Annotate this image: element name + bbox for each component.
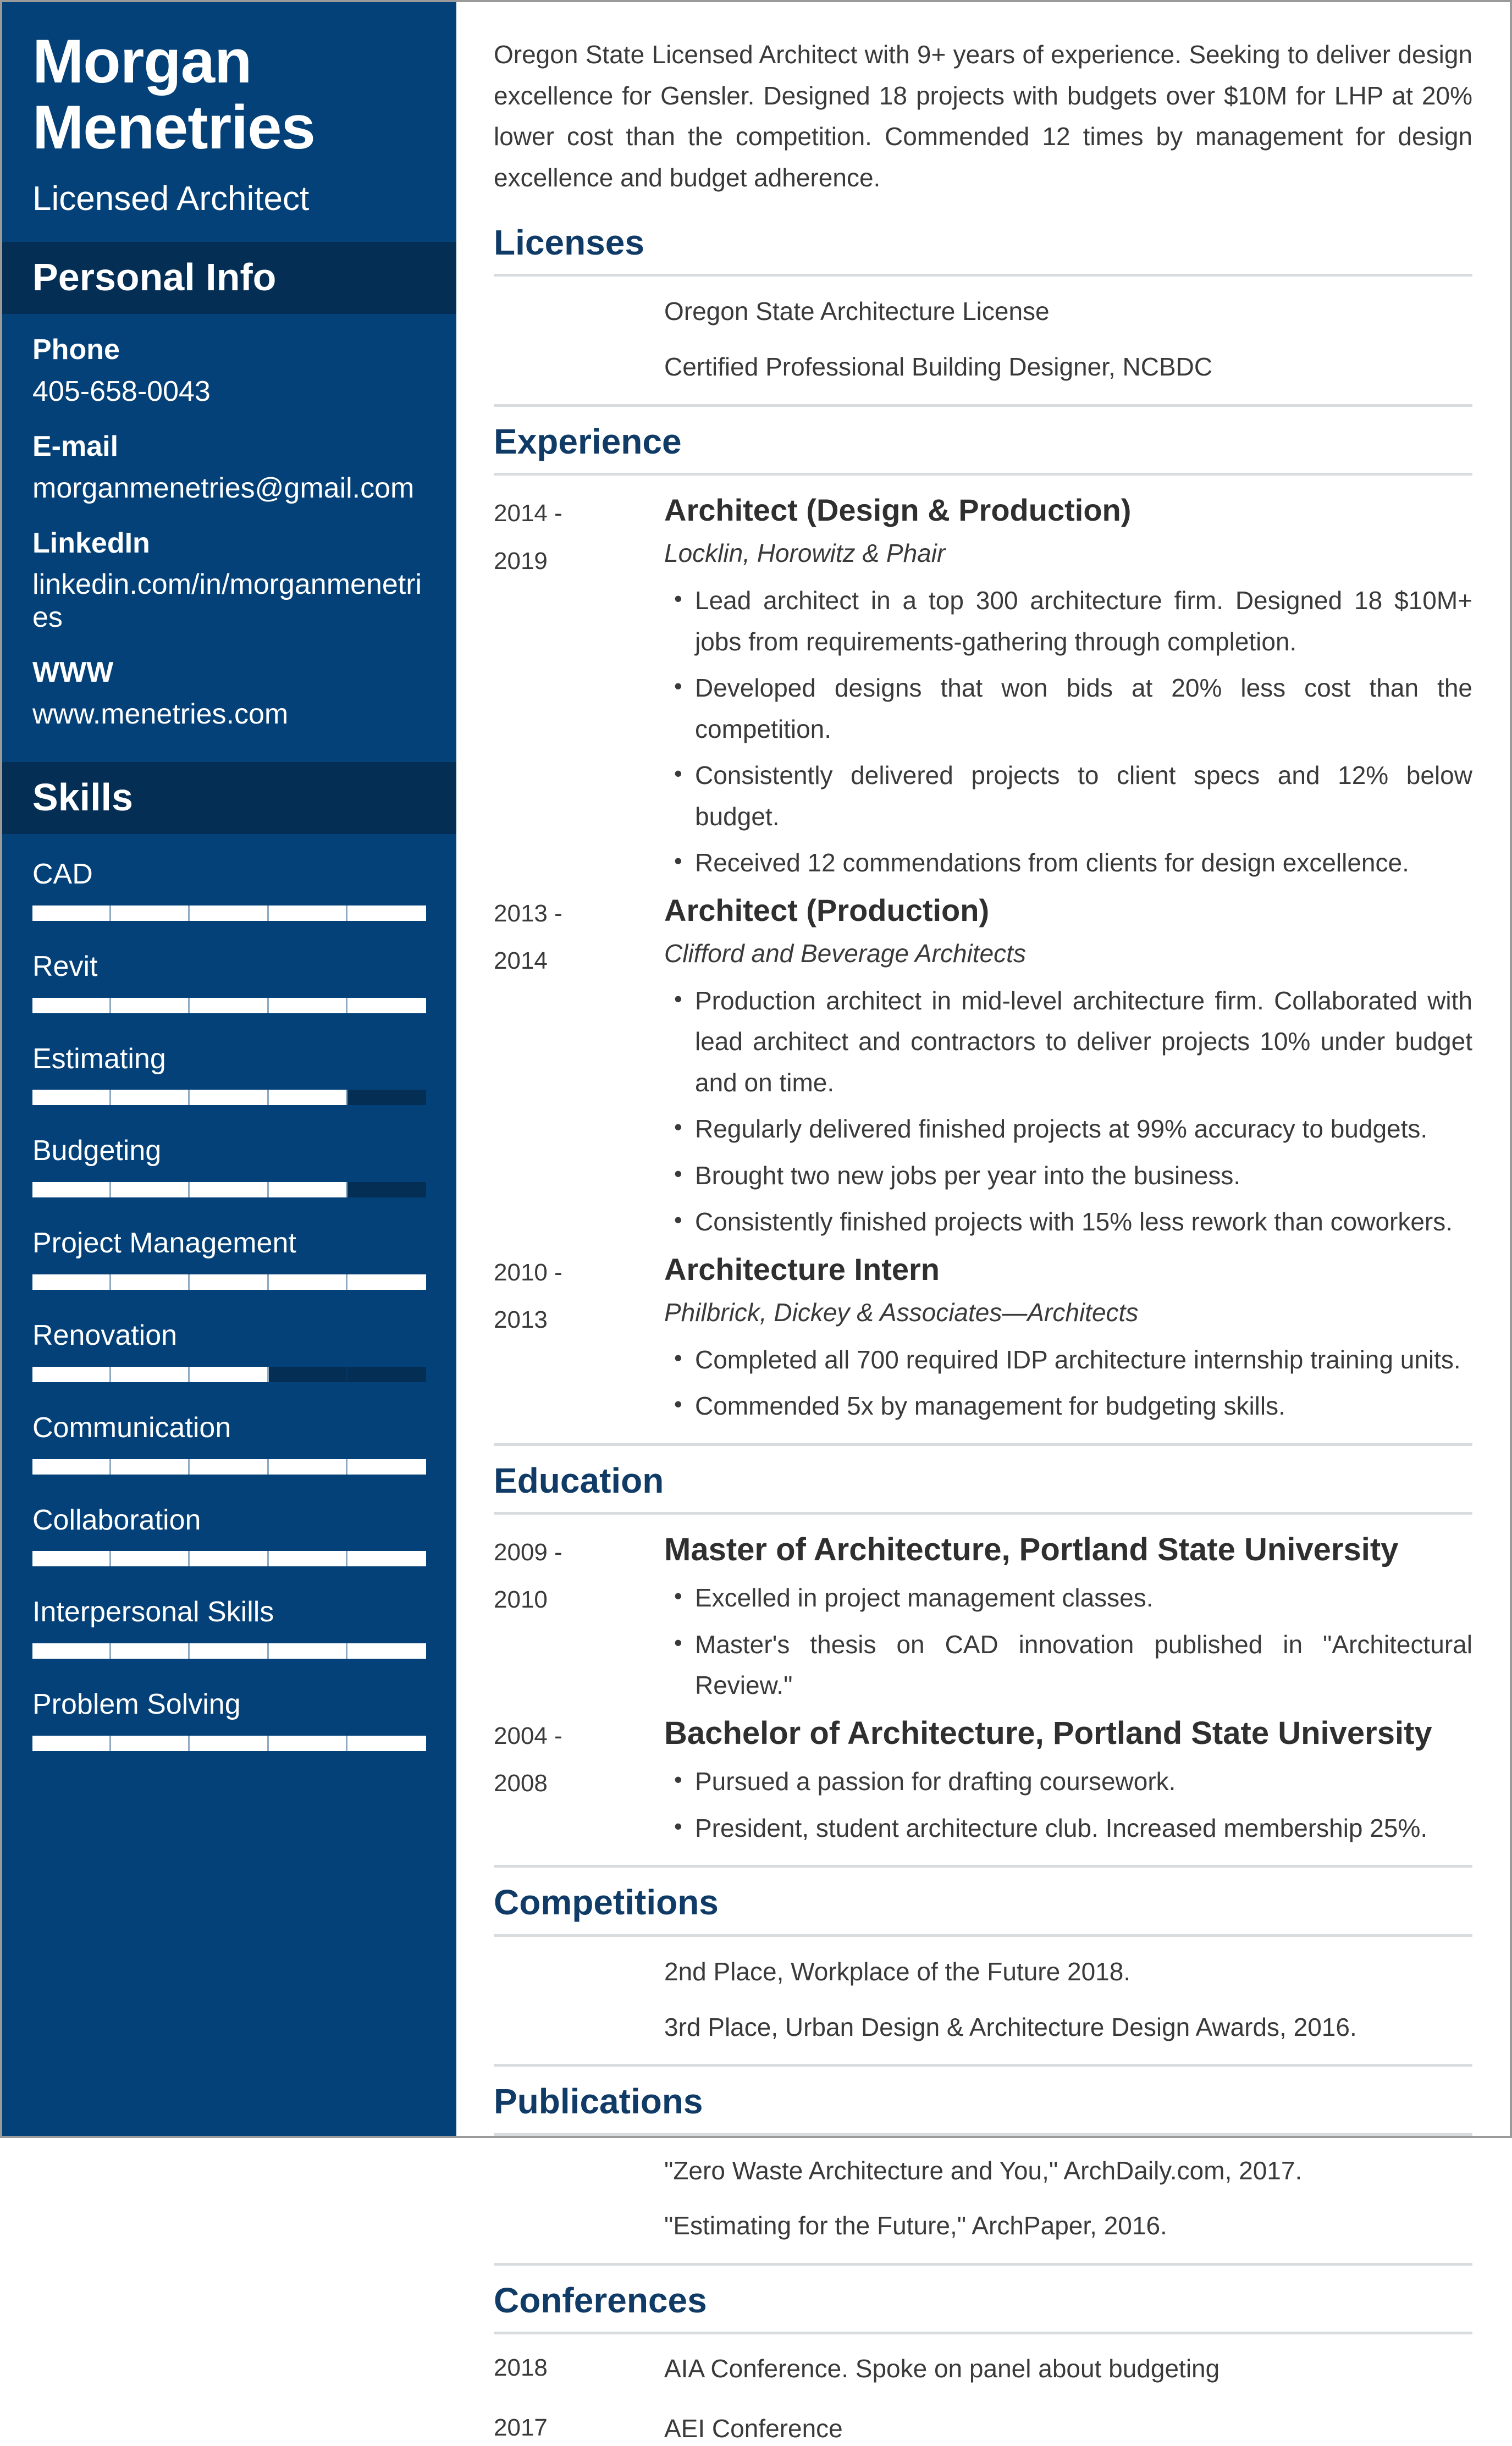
skill-level-bar bbox=[32, 1090, 426, 1105]
skill-label: Project Management bbox=[32, 1227, 296, 1260]
section-divider bbox=[494, 473, 1472, 476]
skill-segment bbox=[32, 1182, 111, 1197]
entry-title: Master of Architecture, Portland State University bbox=[664, 1531, 1399, 1567]
skill-segment bbox=[32, 1367, 111, 1382]
skill-segment bbox=[111, 1459, 190, 1475]
skill-segment bbox=[347, 1643, 426, 1659]
entry-date-start: 2004 - bbox=[494, 1722, 562, 1749]
bullet-item: • Completed all 700 required IDP architecture internship training units. bbox=[691, 1339, 1472, 1381]
section-divider bbox=[494, 274, 1472, 277]
bullet-item: • Master's thesis on CAD innovation published in "Architectural Review." bbox=[691, 1624, 1472, 1706]
entry-organization: Philbrick, Dickey & Associates—Architects bbox=[664, 1297, 1139, 1327]
skill-label: Problem Solving bbox=[32, 1688, 241, 1721]
license-text: Certified Professional Building Designer, NCBDC bbox=[664, 352, 1213, 382]
skill-segment bbox=[347, 998, 426, 1013]
entry-title: Architect (Production) bbox=[664, 892, 990, 927]
contact-label: WWW bbox=[32, 656, 114, 688]
skill-segment bbox=[347, 905, 426, 921]
section-divider bbox=[494, 2263, 1472, 2266]
skill-segment-ticks bbox=[32, 905, 426, 921]
skills-header bbox=[2, 762, 456, 835]
bullet-item: • Received 12 commendations from clients for design excellence. bbox=[691, 842, 1472, 884]
skill-segment bbox=[32, 1736, 111, 1751]
skill-segment bbox=[190, 1367, 268, 1382]
entry-organization: Locklin, Horowitz & Phair bbox=[664, 539, 946, 568]
license-text: Oregon State Architecture License bbox=[664, 297, 1050, 326]
skill-label: Interpersonal Skills bbox=[32, 1596, 274, 1628]
section-divider bbox=[494, 1934, 1472, 1937]
entry-bullets bbox=[664, 980, 1472, 1243]
skill-segment bbox=[347, 1736, 426, 1751]
license-row bbox=[494, 349, 1472, 385]
skill-label: Collaboration bbox=[32, 1504, 201, 1536]
skill-segment bbox=[32, 1090, 111, 1105]
skill-segment-ticks bbox=[32, 1367, 426, 1382]
contact-item-email bbox=[32, 430, 426, 505]
conference-year: 2017 bbox=[494, 2414, 548, 2441]
competition-row bbox=[494, 1953, 1472, 1990]
entry-row bbox=[494, 1251, 1472, 1427]
contact-item-linkedin bbox=[32, 527, 426, 634]
skill-segment bbox=[111, 1367, 190, 1382]
skill-segment bbox=[32, 1274, 111, 1290]
section-licenses bbox=[494, 223, 1472, 407]
skill-level-bar bbox=[32, 1551, 426, 1566]
skill-segment bbox=[347, 1090, 426, 1105]
bullet-item: • Pursued a passion for drafting coursework. bbox=[691, 1761, 1472, 1802]
entry-date-start: 2009 - bbox=[494, 1538, 562, 1566]
professional-summary: Oregon State Licensed Architect with 9+ years of experience. Seeking to deliver design excellence for Gensler. Designed 18 projects with budgets over $10M for LHP at 20% lower cost than the competition. Commended 12 times by management for design excellence and budget adherence. bbox=[494, 40, 1472, 192]
contact-value-linkedin[interactable]: linkedin.com/in/morganmenetries bbox=[32, 568, 422, 634]
publication-row bbox=[494, 2152, 1472, 2189]
personal-info-heading: Personal Info bbox=[32, 255, 277, 299]
competition-text: 3rd Place, Urban Design & Architecture Design Awards, 2016. bbox=[664, 2012, 1357, 2041]
skill-segment bbox=[269, 1459, 347, 1475]
education-heading: Education bbox=[494, 1460, 664, 1500]
skill-label: Renovation bbox=[32, 1319, 178, 1351]
skill-level-bar bbox=[32, 998, 426, 1013]
personal-info-list bbox=[2, 314, 456, 761]
skill-segment-ticks bbox=[32, 1459, 426, 1475]
skill-segment bbox=[111, 1090, 190, 1105]
entry-date-end: 2014 bbox=[494, 947, 548, 975]
conference-row bbox=[494, 2351, 1472, 2386]
skill-segment bbox=[111, 1182, 190, 1197]
conference-text: AIA Conference. Spoke on panel about budgeting bbox=[664, 2354, 1220, 2383]
section-divider bbox=[494, 1865, 1472, 1868]
skill-segment bbox=[269, 1182, 347, 1197]
contact-label: LinkedIn bbox=[32, 527, 150, 559]
skill-segment-ticks bbox=[32, 1182, 426, 1197]
entry-date-end: 2010 bbox=[494, 1586, 548, 1614]
conference-year: 2018 bbox=[494, 2354, 548, 2382]
skill-segment bbox=[111, 1736, 190, 1751]
section-publications bbox=[494, 2082, 1472, 2266]
candidate-role: Licensed Architect bbox=[32, 179, 310, 218]
bullet-item: • Lead architect in a top 300 architecture firm. Designed 18 $10M+ jobs from requirements-gathering through completion. bbox=[691, 580, 1472, 662]
skill-label: Communication bbox=[32, 1411, 231, 1444]
entry-row bbox=[494, 1715, 1472, 1848]
entry-bullets bbox=[664, 1577, 1472, 1706]
skill-segment bbox=[347, 1551, 426, 1566]
section-conferences bbox=[494, 2281, 1472, 2446]
skill-segment bbox=[32, 998, 111, 1013]
experience-heading: Experience bbox=[494, 421, 682, 461]
conference-row bbox=[494, 2411, 1472, 2446]
entry-row bbox=[494, 1531, 1472, 1706]
skill-segment bbox=[111, 1274, 190, 1290]
skill-item bbox=[32, 1412, 426, 1475]
contact-item-www bbox=[32, 656, 426, 731]
skill-item bbox=[32, 1319, 426, 1382]
skill-level-bar bbox=[32, 1643, 426, 1659]
skill-segment bbox=[269, 1643, 347, 1659]
skill-segment-ticks bbox=[32, 1736, 426, 1751]
skill-segment bbox=[111, 905, 190, 921]
section-divider bbox=[494, 2133, 1472, 2136]
skill-segment-ticks bbox=[32, 998, 426, 1013]
skill-segment bbox=[190, 905, 268, 921]
bullet-item: • Excelled in project management classes. bbox=[691, 1577, 1472, 1619]
entry-body bbox=[664, 1531, 1472, 1706]
skill-segment bbox=[32, 1551, 111, 1566]
skill-segment bbox=[269, 1090, 347, 1105]
entry-title: Architecture Intern bbox=[664, 1251, 940, 1287]
entry-bullets bbox=[664, 1339, 1472, 1427]
entry-row bbox=[494, 892, 1472, 1243]
entry-date-end: 2008 bbox=[494, 1770, 548, 1797]
publication-text: "Estimating for the Future," ArchPaper, 2016. bbox=[664, 2211, 1167, 2240]
personal-info-header bbox=[2, 242, 456, 314]
entry-dates bbox=[494, 492, 664, 578]
skill-segment bbox=[111, 1643, 190, 1659]
skill-segment bbox=[190, 1459, 268, 1475]
skill-item bbox=[32, 1227, 426, 1290]
skill-segment-ticks bbox=[32, 1274, 426, 1290]
publication-row bbox=[494, 2207, 1472, 2244]
contact-value-email[interactable]: morganmenetries@gmail.com bbox=[32, 472, 415, 504]
bullet-item: • Consistently delivered projects to client specs and 12% below budget. bbox=[691, 755, 1472, 837]
competition-row bbox=[494, 2009, 1472, 2046]
entry-title: Bachelor of Architecture, Portland State University bbox=[664, 1715, 1432, 1751]
skill-segment bbox=[269, 998, 347, 1013]
contact-value-phone[interactable]: 405-658-0043 bbox=[32, 376, 211, 408]
skill-segment bbox=[190, 1182, 268, 1197]
education-list bbox=[494, 1531, 1472, 1848]
competition-text: 2nd Place, Workplace of the Future 2018. bbox=[664, 1957, 1131, 1986]
bullet-item: • Developed designs that won bids at 20% less cost than the competition. bbox=[691, 667, 1472, 749]
bullet-item: • Commended 5x by management for budgeting skills. bbox=[691, 1385, 1472, 1427]
skill-segment bbox=[269, 1367, 347, 1382]
skill-level-bar bbox=[32, 1274, 426, 1290]
bullet-item: • Consistently finished projects with 15% less rework than coworkers. bbox=[691, 1201, 1472, 1243]
skills-list bbox=[2, 834, 456, 1795]
section-competitions bbox=[494, 1883, 1472, 2067]
entry-date-end: 2019 bbox=[494, 547, 548, 575]
skill-segment bbox=[269, 905, 347, 921]
bullet-item: • Brought two new jobs per year into the business. bbox=[691, 1155, 1472, 1196]
entry-title: Architect (Design & Production) bbox=[664, 493, 1132, 528]
section-divider bbox=[494, 1512, 1472, 1515]
publications-heading: Publications bbox=[494, 2081, 703, 2122]
skill-segment-ticks bbox=[32, 1551, 426, 1566]
entry-row bbox=[494, 492, 1472, 883]
contact-item-phone bbox=[32, 334, 426, 408]
skill-segment bbox=[190, 998, 268, 1013]
contact-label: E-mail bbox=[32, 430, 119, 462]
skill-segment bbox=[190, 1643, 268, 1659]
skill-label: Budgeting bbox=[32, 1135, 162, 1167]
entry-body bbox=[664, 892, 1472, 1243]
entry-date-start: 2010 - bbox=[494, 1258, 562, 1286]
skill-segment-ticks bbox=[32, 1643, 426, 1659]
main-content bbox=[456, 2, 1510, 2443]
skill-level-bar bbox=[32, 1736, 426, 1751]
skill-segment bbox=[269, 1551, 347, 1566]
bullet-item: • President, student architecture club. Increased membership 25%. bbox=[691, 1808, 1472, 1849]
skill-segment bbox=[347, 1367, 426, 1382]
entry-dates bbox=[494, 1715, 664, 1801]
skill-segment bbox=[32, 905, 111, 921]
competitions-heading: Competitions bbox=[494, 1882, 719, 1923]
candidate-name-line1: Morgan bbox=[32, 27, 252, 96]
skill-segment bbox=[111, 1551, 190, 1566]
skill-segment bbox=[347, 1182, 426, 1197]
entry-date-start: 2014 - bbox=[494, 500, 562, 527]
skill-segment bbox=[190, 1736, 268, 1751]
entry-body bbox=[664, 492, 1472, 883]
skill-item bbox=[32, 1135, 426, 1197]
skill-segment bbox=[32, 1459, 111, 1475]
skill-segment bbox=[347, 1459, 426, 1475]
skill-level-bar bbox=[32, 1459, 426, 1475]
licenses-heading: Licenses bbox=[494, 223, 644, 263]
entry-body bbox=[664, 1715, 1472, 1848]
skill-label: Estimating bbox=[32, 1042, 166, 1075]
skill-label: CAD bbox=[32, 858, 93, 891]
identity-block bbox=[2, 2, 456, 242]
skill-segment bbox=[190, 1551, 268, 1566]
skills-heading: Skills bbox=[32, 775, 133, 819]
section-divider bbox=[494, 404, 1472, 407]
license-row bbox=[494, 293, 1472, 330]
skill-level-bar bbox=[32, 1182, 426, 1197]
contact-value-www[interactable]: www.menetries.com bbox=[32, 698, 289, 730]
section-divider bbox=[494, 2332, 1472, 2334]
entry-date-start: 2013 - bbox=[494, 899, 562, 927]
experience-list bbox=[494, 492, 1472, 1426]
skill-segment bbox=[190, 1274, 268, 1290]
entry-date-end: 2013 bbox=[494, 1306, 548, 1334]
conferences-heading: Conferences bbox=[494, 2280, 707, 2320]
skill-segment bbox=[190, 1090, 268, 1105]
skill-item bbox=[32, 951, 426, 1013]
skill-item bbox=[32, 1596, 426, 1659]
publication-text: "Zero Waste Architecture and You," ArchDaily.com, 2017. bbox=[664, 2156, 1303, 2185]
skill-segment bbox=[111, 998, 190, 1013]
skill-segment bbox=[32, 1643, 111, 1659]
contact-label: Phone bbox=[32, 334, 120, 366]
section-experience bbox=[494, 422, 1472, 1446]
entry-organization: Clifford and Beverage Architects bbox=[664, 938, 1026, 968]
skill-item bbox=[32, 1504, 426, 1567]
sidebar bbox=[2, 2, 456, 2136]
skill-segment bbox=[269, 1736, 347, 1751]
entry-body bbox=[664, 1251, 1472, 1427]
entry-dates bbox=[494, 1531, 664, 1617]
bullet-item: • Production architect in mid-level architecture firm. Collaborated with lead architect and contractors to deliver projects 10% under budget and on time. bbox=[691, 980, 1472, 1103]
entry-dates bbox=[494, 1251, 664, 1338]
bullet-item: • Regularly delivered finished projects at 99% accuracy to budgets. bbox=[691, 1108, 1472, 1150]
section-divider bbox=[494, 2064, 1472, 2067]
skill-label: Revit bbox=[32, 950, 98, 982]
skill-level-bar bbox=[32, 905, 426, 921]
candidate-name bbox=[32, 29, 426, 161]
entry-bullets bbox=[664, 580, 1472, 884]
conference-text: AEI Conference bbox=[664, 2414, 843, 2443]
section-education bbox=[494, 1461, 1472, 1868]
skill-item bbox=[32, 858, 426, 921]
skill-level-bar bbox=[32, 1367, 426, 1382]
candidate-name-line2: Menetries bbox=[32, 92, 315, 162]
entry-dates bbox=[494, 892, 664, 979]
section-divider bbox=[494, 1443, 1472, 1446]
skill-segment bbox=[347, 1274, 426, 1290]
skill-segment-ticks bbox=[32, 1090, 426, 1105]
skill-item bbox=[32, 1043, 426, 1106]
skill-segment bbox=[269, 1274, 347, 1290]
skill-item bbox=[32, 1688, 426, 1751]
entry-bullets bbox=[664, 1761, 1472, 1848]
